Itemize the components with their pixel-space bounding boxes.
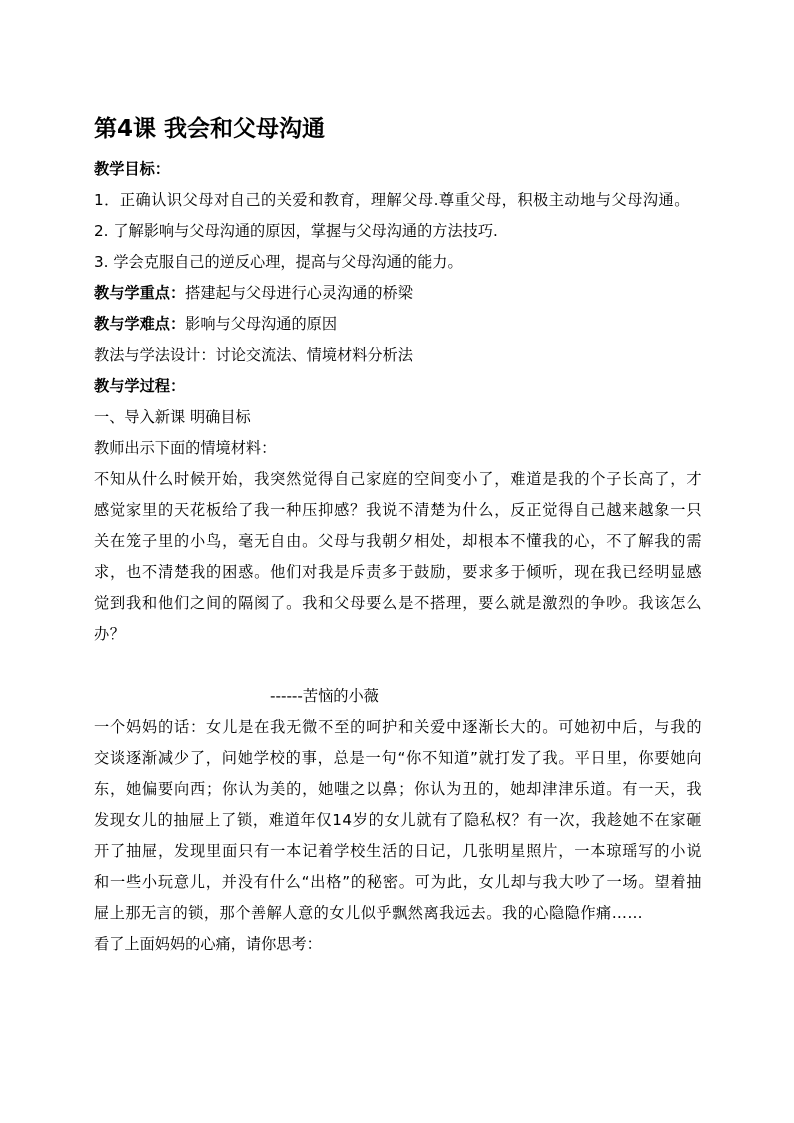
story-signature: ------苦恼的小薇 (270, 687, 379, 705)
mother-story-paragraph: 一个妈妈的话：女儿是在我无微不至的呵护和关爱中逐渐长大的。可她初中后，与我的交谈逐渐减少了，问她学校的事，总是一句“你不知道”就打发了我。平日里，你要她向东，她偏要向西；你认为美的，她嗤之以鼻；你认为丑的，她却津津乐道。有一天，我发现女儿的抽屉上了锁，难道年仅14岁的女儿就有了隐私权？有一次，我趁她不在家砸开了抽屉，发现里面只有一本记着学校生活的日记，几张明星照片，一本琼瑶写的小说和一些小玩意儿，并没有什么“出格”的秘密。可为此，女儿却与我大吵了一场。望着抽屉上那无言的锁，那个善解人意的女儿似乎飘然离我远去。我的心隐隐作痛…… (94, 718, 702, 922)
process-label: 教与学过程： (94, 377, 186, 395)
objective-item: 3. 学会克服自己的逆反心理，提高与父母沟通的能力。 (94, 253, 463, 271)
document-body (94, 112, 702, 960)
key-point-text: 搭建起与父母进行心灵沟通的桥梁 (185, 284, 413, 302)
difficulty-label: 教与学难点： (94, 315, 186, 333)
objective-item: 2. 了解影响与父母沟通的原因，掌握与父母沟通的方法技巧. (94, 222, 498, 240)
page-title: 第4课 我会和父母沟通 (94, 116, 326, 142)
key-point-label: 教与学重点： (94, 284, 186, 302)
story-paragraph: 不知从什么时候开始，我突然觉得自己家庭的空间变小了，难道是我的个子长高了，才感觉家里的天花板给了我一种压抑感？我说不清楚为什么，反正觉得自己越来越象一只关在笼子里的小鸟，毫无自由。父母与我朝夕相处，却根本不懂我的心，不了解我的需求，也不清楚我的困惑。他们对我是斥责多于鼓励，要求多于倾听，现在我已经明显感觉到我和他们之间的隔阂了。我和父母要么是不搭理，要么就是激烈的争吵。我该怎么办？ (94, 470, 702, 643)
objective-item: 1．正确认识父母对自己的关爱和教育，理解父母.尊重父母，积极主动地与父母沟通。 (94, 191, 690, 209)
difficulty-text: 影响与父母沟通的原因 (185, 315, 337, 333)
blank-line (94, 650, 702, 681)
intro-line: 教师出示下面的情境材料： (94, 439, 277, 457)
section-heading: 一、导入新课 明确目标 (94, 408, 251, 426)
key-point-line (94, 278, 702, 309)
method-line: 教法与学法设计：讨论交流法、情境材料分析法 (94, 346, 413, 364)
prompt-line: 看了上面妈妈的心痛，请你思考： (94, 935, 322, 953)
difficulty-line (94, 309, 702, 340)
objectives-label: 教学目标： (94, 160, 170, 178)
